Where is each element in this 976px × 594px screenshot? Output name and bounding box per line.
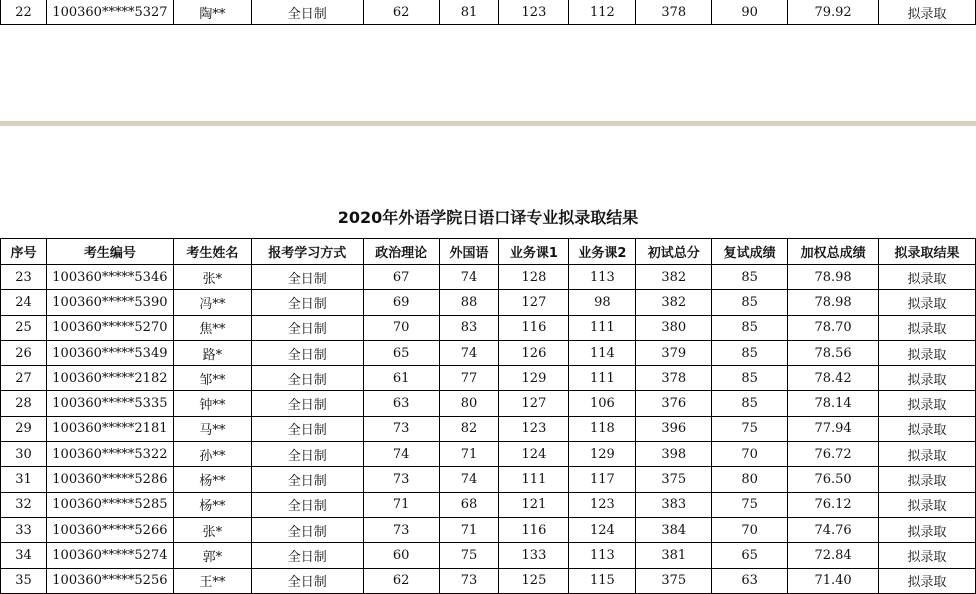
table-row (1, 391, 976, 416)
table-cell: 113 (569, 543, 636, 568)
table-cell: 100360*****5286 (46, 467, 173, 492)
table-row (1, 543, 976, 568)
table-cell: 75 (712, 416, 788, 441)
table-cell: 全日制 (251, 492, 363, 517)
table-cell: 114 (569, 340, 636, 365)
table-cell: 22 (1, 0, 47, 25)
table-cell: 77 (439, 366, 499, 391)
table-cell: 全日制 (251, 543, 363, 568)
table-row (1, 568, 976, 593)
table-cell: 全日制 (251, 517, 363, 542)
table-cell: 85 (712, 366, 788, 391)
table-cell: 拟录取 (879, 391, 976, 416)
table-cell: 74 (439, 340, 499, 365)
table-cell: 100360*****5270 (46, 315, 173, 340)
table-cell: 25 (1, 315, 47, 340)
table-cell: 邹** (173, 366, 251, 391)
table-cell: 113 (569, 265, 636, 290)
table-cell: 全日制 (251, 0, 363, 25)
column-header: 考生姓名 (173, 239, 251, 265)
table-cell: 30 (1, 442, 47, 467)
table-cell: 70 (712, 442, 788, 467)
table-cell: 124 (569, 517, 636, 542)
table-cell: 拟录取 (879, 315, 976, 340)
table-cell: 81 (439, 0, 499, 25)
column-header: 序号 (1, 239, 47, 265)
table-cell: 王** (173, 568, 251, 593)
table-cell: 379 (636, 340, 712, 365)
table-cell: 26 (1, 340, 47, 365)
table-cell: 27 (1, 366, 47, 391)
table-cell: 全日制 (251, 340, 363, 365)
table-cell: 全日制 (251, 315, 363, 340)
table-cell: 拟录取 (879, 0, 976, 25)
table-cell: 拟录取 (879, 416, 976, 441)
table-cell: 123 (569, 492, 636, 517)
table-cell: 拟录取 (879, 366, 976, 391)
table-row (1, 416, 976, 441)
table-cell: 115 (569, 568, 636, 593)
table-cell: 28 (1, 391, 47, 416)
table-cell: 74 (363, 442, 439, 467)
section-title: 2020年外语学院日语口译专业拟录取结果 (337, 208, 639, 227)
table-cell: 拟录取 (879, 568, 976, 593)
table-cell: 80 (439, 391, 499, 416)
table-cell: 60 (363, 543, 439, 568)
column-header: 外国语 (439, 239, 499, 265)
table-cell: 71.40 (788, 568, 879, 593)
table-cell: 85 (712, 340, 788, 365)
table-cell: 73 (363, 517, 439, 542)
table-cell: 82 (439, 416, 499, 441)
table-row (1, 442, 976, 467)
table-cell: 77.94 (788, 416, 879, 441)
table-cell: 121 (499, 492, 569, 517)
table-cell: 124 (499, 442, 569, 467)
table-cell: 郭* (173, 543, 251, 568)
table-cell: 78.42 (788, 366, 879, 391)
table-cell: 85 (712, 315, 788, 340)
table-cell: 72.84 (788, 543, 879, 568)
table-cell: 88 (439, 290, 499, 315)
table-cell: 71 (439, 517, 499, 542)
table-cell: 全日制 (251, 290, 363, 315)
table-cell: 83 (439, 315, 499, 340)
table-cell: 73 (363, 416, 439, 441)
table-cell: 全日制 (251, 391, 363, 416)
table-cell: 78.56 (788, 340, 879, 365)
table-cell: 路* (173, 340, 251, 365)
table-cell: 123 (499, 416, 569, 441)
table-cell: 63 (363, 391, 439, 416)
table-row (1, 290, 976, 315)
column-header: 报考学习方式 (251, 239, 363, 265)
table-cell: 69 (363, 290, 439, 315)
table-cell: 125 (499, 568, 569, 593)
table-cell: 129 (569, 442, 636, 467)
table-cell: 100360*****5285 (46, 492, 173, 517)
table-cell: 80 (712, 467, 788, 492)
table-cell: 100360*****5274 (46, 543, 173, 568)
table-cell: 111 (499, 467, 569, 492)
table-cell: 78.98 (788, 265, 879, 290)
table-row (1, 315, 976, 340)
table-cell: 133 (499, 543, 569, 568)
table-cell: 129 (499, 366, 569, 391)
table-cell: 79.92 (788, 0, 879, 25)
table-cell: 375 (636, 568, 712, 593)
table-cell: 78.98 (788, 290, 879, 315)
table-cell: 杨** (173, 492, 251, 517)
table-cell: 62 (363, 0, 439, 25)
column-header: 考生编号 (46, 239, 173, 265)
table-cell: 65 (363, 340, 439, 365)
table-cell: 100360*****2182 (46, 366, 173, 391)
table-cell: 100360*****5266 (46, 517, 173, 542)
table-row (1, 265, 976, 290)
table-cell: 拟录取 (879, 517, 976, 542)
table-cell: 76.72 (788, 442, 879, 467)
table-cell: 33 (1, 517, 47, 542)
table-cell: 65 (712, 543, 788, 568)
table-cell: 75 (712, 492, 788, 517)
table-cell: 383 (636, 492, 712, 517)
admission-results-table (0, 238, 976, 594)
table-row (1, 492, 976, 517)
table-cell: 拟录取 (879, 442, 976, 467)
table-cell: 100360*****5327 (46, 0, 173, 25)
table-cell: 34 (1, 543, 47, 568)
table-cell: 78.14 (788, 391, 879, 416)
table-cell: 73 (439, 568, 499, 593)
previous-admission-table (0, 0, 976, 25)
table-cell: 拟录取 (879, 492, 976, 517)
table-cell: 116 (499, 517, 569, 542)
table-cell: 376 (636, 391, 712, 416)
column-header: 初试总分 (636, 239, 712, 265)
column-header: 业务课1 (499, 239, 569, 265)
table-cell: 382 (636, 265, 712, 290)
column-header: 复试成绩 (712, 239, 788, 265)
table-cell: 78.70 (788, 315, 879, 340)
table-cell: 74.76 (788, 517, 879, 542)
table-cell: 73 (363, 467, 439, 492)
table-cell: 拟录取 (879, 543, 976, 568)
table-cell: 76.50 (788, 467, 879, 492)
table-header-row (1, 239, 976, 265)
table-cell: 拟录取 (879, 467, 976, 492)
table-cell: 61 (363, 366, 439, 391)
column-header: 加权总成绩 (788, 239, 879, 265)
table-cell: 31 (1, 467, 47, 492)
table-cell: 焦** (173, 315, 251, 340)
table-cell: 74 (439, 467, 499, 492)
table-cell: 112 (569, 0, 636, 25)
table-cell: 382 (636, 290, 712, 315)
table-cell: 68 (439, 492, 499, 517)
table-cell: 23 (1, 265, 47, 290)
column-header: 政治理论 (363, 239, 439, 265)
table-cell: 98 (569, 290, 636, 315)
table-cell: 118 (569, 416, 636, 441)
table-cell: 111 (569, 315, 636, 340)
table-row (1, 340, 976, 365)
table-cell: 全日制 (251, 467, 363, 492)
table-cell: 67 (363, 265, 439, 290)
table-cell: 127 (499, 290, 569, 315)
table-cell: 85 (712, 391, 788, 416)
table-cell: 29 (1, 416, 47, 441)
table-cell: 拟录取 (879, 340, 976, 365)
table-cell: 杨** (173, 467, 251, 492)
table-cell: 冯** (173, 290, 251, 315)
table-row (1, 366, 976, 391)
table-cell: 384 (636, 517, 712, 542)
section-divider (0, 121, 976, 126)
table-cell: 398 (636, 442, 712, 467)
table-cell: 90 (712, 0, 788, 25)
table-cell: 32 (1, 492, 47, 517)
table-cell: 85 (712, 290, 788, 315)
table-cell: 126 (499, 340, 569, 365)
table-cell: 75 (439, 543, 499, 568)
table-cell: 380 (636, 315, 712, 340)
table-cell: 全日制 (251, 265, 363, 290)
table-cell: 全日制 (251, 568, 363, 593)
table-cell: 70 (363, 315, 439, 340)
table-cell: 117 (569, 467, 636, 492)
table-cell: 张* (173, 265, 251, 290)
column-header: 拟录取结果 (879, 239, 976, 265)
table-cell: 123 (499, 0, 569, 25)
table-cell: 100360*****5256 (46, 568, 173, 593)
table-cell: 375 (636, 467, 712, 492)
table-cell: 全日制 (251, 416, 363, 441)
table-cell: 100360*****5322 (46, 442, 173, 467)
table-cell: 106 (569, 391, 636, 416)
table-cell: 74 (439, 265, 499, 290)
table-cell: 拟录取 (879, 265, 976, 290)
table-cell: 100360*****2181 (46, 416, 173, 441)
table-cell: 100360*****5346 (46, 265, 173, 290)
table-cell: 孙** (173, 442, 251, 467)
column-header: 业务课2 (569, 239, 636, 265)
table-cell: 马** (173, 416, 251, 441)
table-cell: 100360*****5390 (46, 290, 173, 315)
table-cell: 378 (636, 366, 712, 391)
table-cell: 钟** (173, 391, 251, 416)
table-cell: 71 (363, 492, 439, 517)
table-cell: 378 (636, 0, 712, 25)
table-cell: 张* (173, 517, 251, 542)
table-cell: 70 (712, 517, 788, 542)
table-row (1, 467, 976, 492)
table-cell: 全日制 (251, 442, 363, 467)
table-row (1, 0, 976, 25)
table-cell: 100360*****5349 (46, 340, 173, 365)
table-cell: 127 (499, 391, 569, 416)
table-cell: 116 (499, 315, 569, 340)
table-cell: 全日制 (251, 366, 363, 391)
table-cell: 85 (712, 265, 788, 290)
table-cell: 111 (569, 366, 636, 391)
table-cell: 76.12 (788, 492, 879, 517)
table-cell: 24 (1, 290, 47, 315)
table-cell: 62 (363, 568, 439, 593)
previous-table-body (1, 0, 976, 25)
table-row (1, 517, 976, 542)
table-cell: 35 (1, 568, 47, 593)
table-cell: 63 (712, 568, 788, 593)
table-body (1, 265, 976, 594)
table-cell: 381 (636, 543, 712, 568)
table-cell: 拟录取 (879, 290, 976, 315)
table-cell: 陶** (173, 0, 251, 25)
table-cell: 396 (636, 416, 712, 441)
table-cell: 128 (499, 265, 569, 290)
table-cell: 71 (439, 442, 499, 467)
table-cell: 100360*****5335 (46, 391, 173, 416)
